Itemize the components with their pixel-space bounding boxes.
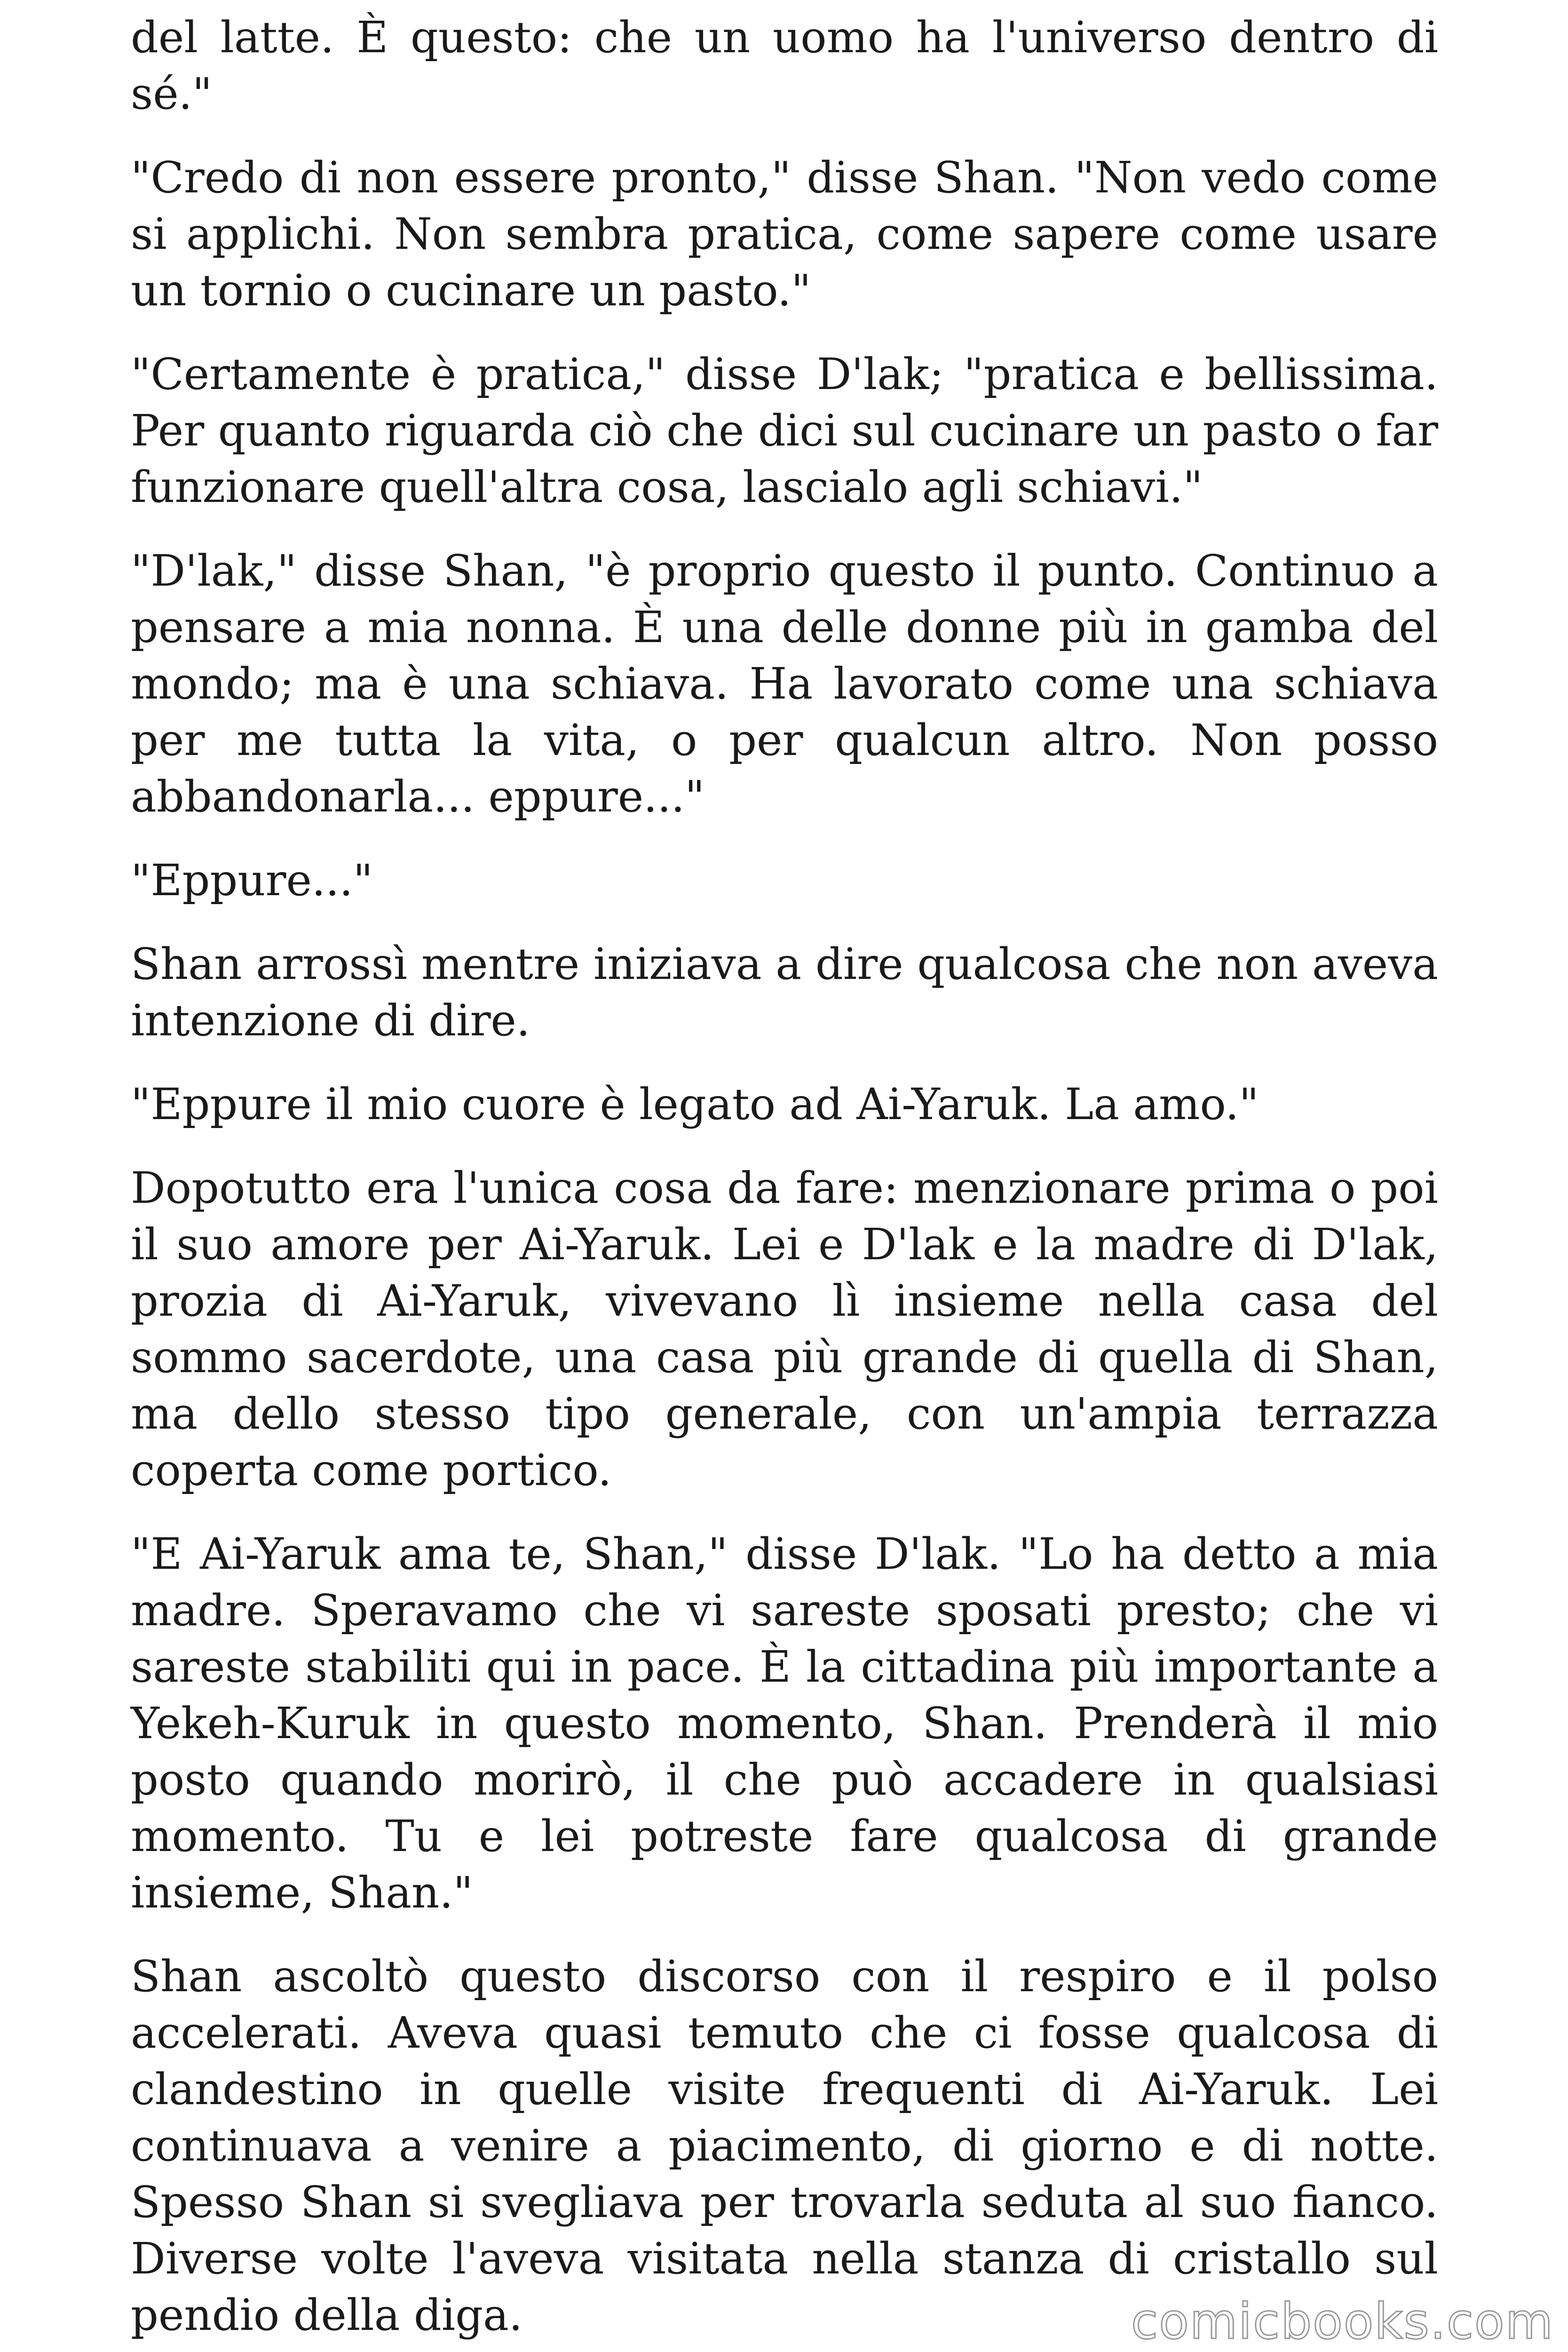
- paragraph: del latte. È questo: che un uomo ha l'universo dentro di sé.": [131, 12, 1438, 119]
- paragraph: "D'lak," disse Shan, "è proprio questo il punto. Continuo a pensare a mia nonna. È una delle donne più in gamba del mondo; ma è una schiava. Ha lavorato come una schiava per me tutta la vita, o per qualcun altro. Non posso abbandonarla... eppure...": [131, 546, 1438, 822]
- paragraph: Shan arrossì mentre iniziava a dire qualcosa che non aveva intenzione di dire.: [131, 939, 1438, 1046]
- paragraph: "Eppure...": [131, 855, 373, 906]
- paragraph: "Credo di non essere pronto," disse Shan. "Non vedo come si applichi. Non sembra pratica, come sapere come usare un tornio o cucinare un pasto.": [131, 152, 1438, 316]
- paragraph: "Certamente è pratica," disse D'lak; "pratica e bellissima. Per quanto riguarda ciò che dici sul cucinare un pasto o far funzionare quell'altra cosa, lascialo agli schiavi.": [131, 349, 1438, 512]
- watermark: comicbooks.com: [1131, 2293, 1554, 2350]
- paragraph: Shan ascoltò questo discorso con il respiro e il polso accelerati. Aveva quasi temuto che ci fosse qualcosa di clandestino in quelle visite frequenti di Ai-Yaruk. Lei continuava a venire a piacimento, di giorno e di notte. Spesso Shan si svegliava per trovarla seduta al suo fianco. Diverse volte l'aveva visitata nella stanza di cristallo sul pendio della diga.: [131, 1951, 1438, 2340]
- paragraph: Dopotutto era l'unica cosa da fare: menzionare prima o poi il suo amore per Ai-Yaruk. Lei e D'lak e la madre di D'lak, prozia di Ai-Yaruk, vivevano lì insieme nella casa del sommo sacerdote, una casa più grande di quella di Shan, ma dello stesso tipo generale, con un'ampia terrazza coperta come portico.: [131, 1163, 1438, 1495]
- paragraph: "Eppure il mio cuore è legato ad Ai-Yaruk. La amo.": [131, 1079, 1259, 1129]
- paragraph: "E Ai-Yaruk ama te, Shan," disse D'lak. "Lo ha detto a mia madre. Speravamo che vi sareste sposati presto; che vi sareste stabiliti qui in pace. È la cittadina più importante a Yekeh-Kuruk in questo momento, Shan. Prenderà il mio posto quando morirò, il che può accadere in qualsiasi momento. Tu e lei potreste fare qualcosa di grande insieme, Shan.": [131, 1529, 1438, 1918]
- page-text: [131, 9, 1438, 2352]
